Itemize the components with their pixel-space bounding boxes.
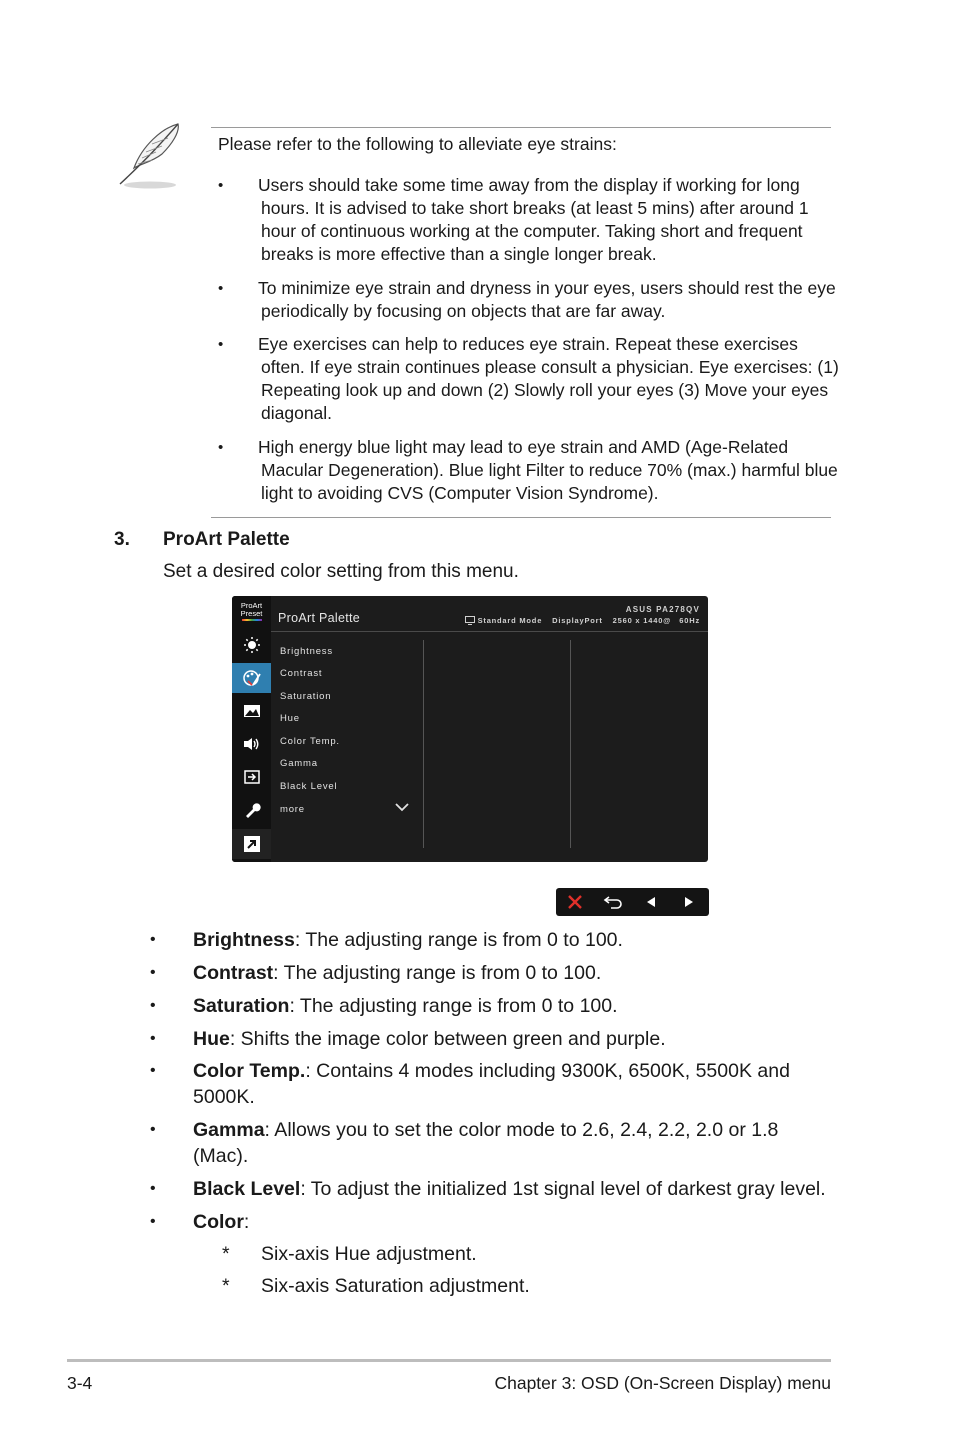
monitor-icon (465, 616, 475, 625)
osd-title: ProArt Palette (278, 611, 361, 625)
subitem-text: Six-axis Hue adjustment. (261, 1243, 477, 1265)
triangle-right-icon (683, 896, 695, 908)
note-line: often. If eye strain continues please consult a physician. Eye exercises: (1) (261, 357, 839, 377)
note-line: Repeating look up and down (2) Slowly roll your eyes (3) Move your eyes (261, 380, 829, 400)
feature-desc: : The adjusting range is from 0 to 100. (294, 929, 623, 951)
right-button[interactable] (670, 888, 708, 916)
bullet-dot: • (218, 280, 224, 297)
bullet-dot: • (150, 1180, 156, 1197)
note-line: Macular Degeneration). Blue light Filter to reduce 70% (max.) harmful blue (261, 460, 838, 480)
status-input: DisplayPort (552, 616, 603, 625)
feature-term: Hue (193, 1028, 230, 1050)
feature-term: Black Level (193, 1178, 301, 1200)
wrench-icon[interactable] (232, 795, 271, 825)
note-line: High energy blue light may lead to eye strain and AMD (Age-Related (258, 437, 789, 457)
feature-term: Color (193, 1211, 244, 1233)
bullet-dot: • (150, 964, 156, 981)
note-line: periodically by focusing on objects that are far away. (261, 301, 666, 321)
palette-icon[interactable] (232, 663, 271, 693)
subitem-star: * (222, 1275, 230, 1297)
note-line: hours. It is advised to take short breaks (at least 5 mins) after around 1 (261, 198, 809, 218)
input-icon[interactable] (232, 762, 271, 792)
feature-term: Color Temp. (193, 1060, 306, 1082)
bullet-dot: • (218, 177, 224, 194)
feature-desc: : The adjusting range is from 0 to 100. (289, 995, 618, 1017)
osd-menu (232, 596, 708, 862)
close-icon (568, 895, 582, 909)
feature-desc: : Shifts the image color between green and purple. (229, 1028, 666, 1050)
triangle-left-icon (645, 896, 657, 908)
note-top-rule (211, 127, 831, 128)
page-number: 3-4 (67, 1373, 93, 1393)
image-icon[interactable] (232, 696, 271, 726)
bullet-dot: • (150, 997, 156, 1014)
status-mode: Standard Mode (477, 616, 543, 625)
feature-term: Gamma (193, 1119, 265, 1141)
note-line: breaks is more effective than a single longer break. (261, 244, 657, 264)
feature-desc: : The adjusting range is from 0 to 100. (273, 962, 602, 984)
note-bottom-rule (211, 517, 831, 518)
note-line: diagonal. (261, 403, 333, 423)
osd-item-more[interactable]: more (280, 804, 305, 815)
section-number: 3. (114, 529, 130, 550)
footer-rule (67, 1359, 831, 1362)
feature-desc: : To adjust the initialized 1st signal level of darkest gray level. (300, 1178, 826, 1200)
note-line: To minimize eye strain and dryness in your eyes, users should rest the eye (258, 278, 836, 298)
note-line: Users should take some time away from the display if working for long (258, 175, 800, 195)
proart-preset-logo[interactable] (232, 596, 271, 626)
osd-status (465, 616, 700, 625)
osd-item-saturation[interactable]: Saturation (280, 691, 332, 702)
feature-desc: : Contains 4 modes including 9300K, 6500K, 5500K and (305, 1060, 790, 1082)
sound-icon[interactable] (232, 729, 271, 759)
chevron-down-icon[interactable] (395, 803, 409, 812)
osd-item-gamma[interactable]: Gamma (280, 758, 318, 769)
osd-item-hue[interactable]: Hue (280, 713, 300, 724)
osd-item-contrast[interactable]: Contrast (280, 668, 323, 679)
osd-model: ASUS PA278QV (625, 605, 700, 614)
section-title: ProArt Palette (163, 529, 290, 550)
feature-term: Contrast (193, 962, 274, 984)
note-line: hour of continuous working at the computer. Taking short and frequent (261, 221, 803, 241)
bullet-dot: • (150, 931, 156, 948)
feature-term: Brightness (193, 929, 295, 951)
osd-column-divider (423, 640, 424, 848)
bullet-dot: • (150, 1062, 156, 1079)
status-resolution: 2560 x 1440@ (612, 616, 672, 625)
osd-item-color-temp[interactable]: Color Temp. (280, 736, 340, 747)
osd-control-bar (556, 888, 709, 916)
brightness-icon[interactable] (232, 630, 271, 660)
section-description: Set a desired color setting from this menu. (163, 561, 519, 582)
bullet-dot: • (150, 1213, 156, 1230)
left-button[interactable] (632, 888, 670, 916)
feature-desc-cont: (Mac). (193, 1145, 249, 1167)
chapter-title: Chapter 3: OSD (On-Screen Display) menu (494, 1373, 831, 1393)
osd-column-divider (570, 640, 571, 848)
bullet-dot: • (150, 1030, 156, 1047)
feature-term: Saturation (193, 995, 290, 1017)
close-button[interactable] (556, 888, 594, 916)
bullet-dot: • (218, 439, 224, 456)
note-line: light to avoiding CVS (Computer Vision Syndrome). (261, 483, 659, 503)
shortcut-icon[interactable] (232, 829, 271, 859)
logo-line1: ProArt (240, 601, 263, 610)
feature-desc: : Allows you to set the color mode to 2.6, 2.4, 2.2, 2.0 or 1.8 (264, 1119, 779, 1141)
osd-header-rule (271, 631, 708, 632)
osd-item-black-level[interactable]: Black Level (280, 781, 338, 792)
note-line: Eye exercises can help to reduces eye strain. Repeat these exercises (258, 334, 798, 354)
osd-sidebar (232, 596, 271, 862)
feature-desc-cont: 5000K. (193, 1086, 255, 1108)
status-refresh: 60Hz (679, 616, 700, 625)
note-intro: Please refer to the following to alleviate eye strains: (218, 134, 617, 154)
back-button[interactable] (594, 888, 632, 916)
bullet-dot: • (150, 1121, 156, 1138)
logo-line2: Preset (240, 609, 263, 618)
osd-item-brightness[interactable]: Brightness (280, 646, 333, 657)
return-icon (603, 895, 623, 909)
feather-note-icon (112, 118, 190, 192)
subitem-star: * (222, 1243, 230, 1265)
subitem-text: Six-axis Saturation adjustment. (261, 1275, 530, 1297)
bullet-dot: • (218, 336, 224, 353)
feature-desc: : (243, 1211, 250, 1233)
